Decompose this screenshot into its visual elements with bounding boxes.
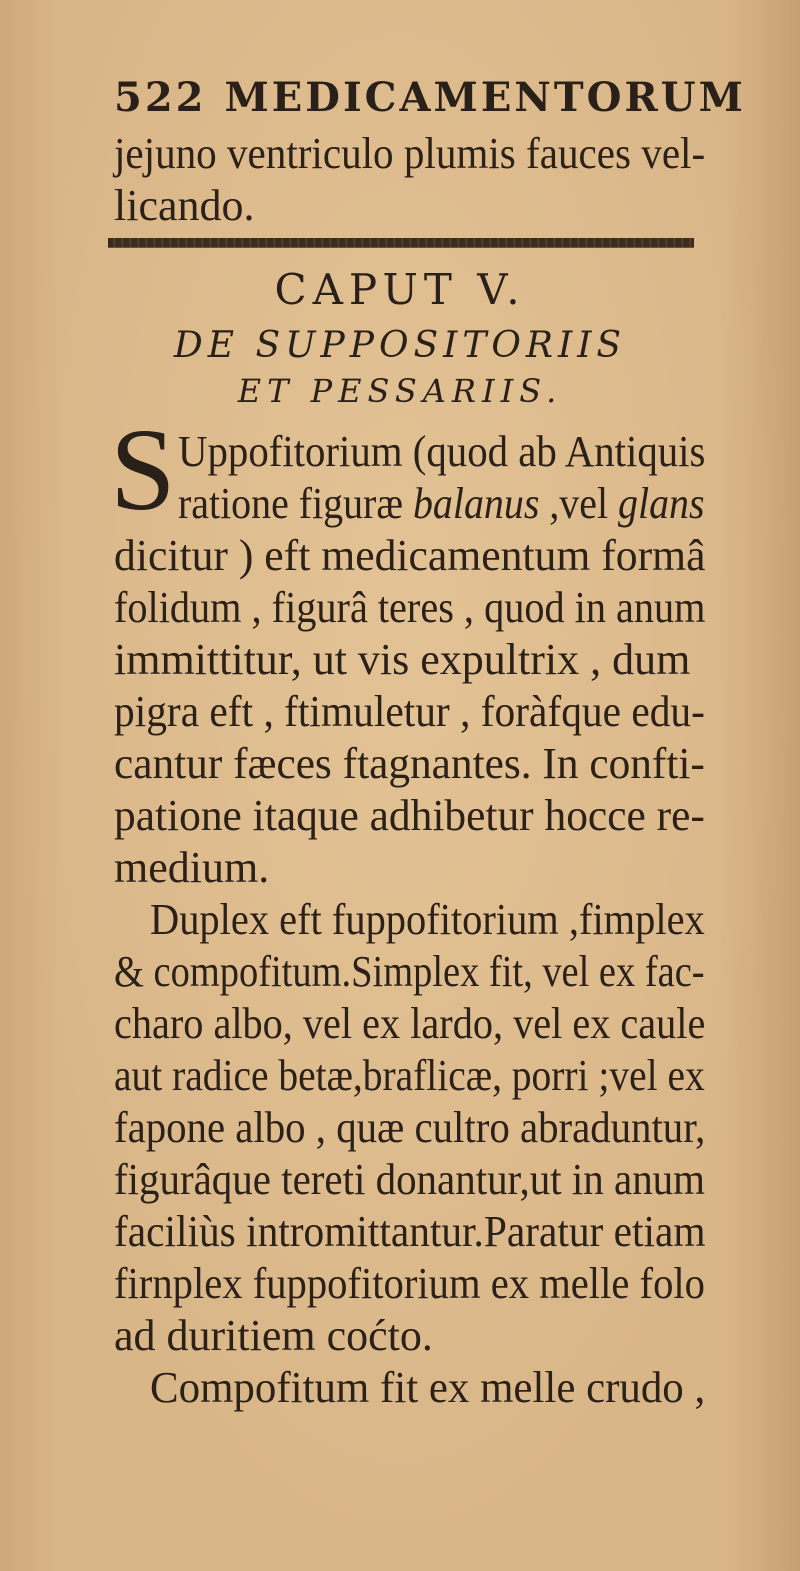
chapter-title: CAPUT V.	[274, 265, 526, 314]
paragraph1-line-5: immittitur, ut vis expultrix , dum	[114, 635, 691, 684]
paragraph1-line-7: cantur fæces ftagnantes. In confti-	[114, 739, 705, 788]
opening-line-2: licando.	[114, 181, 255, 230]
paragraph1-line-6: pigra eft , ftimuletur , foràfque edu-	[114, 687, 705, 736]
running-head-title: MEDICAMENTORUM	[224, 74, 746, 121]
paragraph1-line-8: patione itaque adhibetur hocce re-	[114, 791, 705, 840]
ornamental-rule	[108, 238, 694, 248]
paragraph2-line-9: ad duritiem coćto.	[114, 1311, 433, 1360]
paragraph2-line-2: & compofitum.Simplex fit, vel ex fac-	[114, 947, 705, 996]
drop-cap: S	[110, 404, 176, 535]
paragraph2-line-3: charo albo, vel ex lardo, vel ex caule	[114, 999, 706, 1048]
paragraph2-line-5: fapone albo , quæ cultro abraduntur,	[114, 1103, 706, 1152]
text-run: ratione figuræ	[178, 479, 413, 528]
italic-term-balanus: balanus	[412, 479, 540, 528]
paragraph2-line-4: aut radice betæ,braflicæ, porri ;vel ex	[114, 1051, 705, 1100]
italic-term-glans: glans	[618, 479, 705, 528]
chapter-subtitle-2: ET PESSARIIS.	[237, 372, 563, 410]
paragraph2-line-7: faciliùs intromittantur.Paratur etiam	[114, 1207, 706, 1256]
paragraph2-line-8: firnplex fuppofitorium ex melle folo	[114, 1259, 705, 1308]
opening-line-1: jejuno ventriculo plumis fauces vel-	[114, 129, 706, 178]
paragraph1-line-2	[178, 478, 705, 530]
paragraph1-line-1: Uppofitorium (quod ab Antiquis	[178, 427, 706, 476]
paragraph2-line-1: Duplex eft fuppofitorium ,fimplex	[150, 895, 705, 944]
paragraph3-line-1: Compofitum fit ex melle crudo ,	[150, 1363, 706, 1412]
paragraph1-line-9: medium.	[114, 843, 270, 892]
paragraph1-line-3: dicitur ) eft medicamentum formâ	[114, 531, 706, 580]
paragraph1-line-4: folidum , figurâ teres , quod in anum	[114, 583, 706, 632]
page-number: 522	[114, 74, 207, 121]
chapter-subtitle-1: DE SUPPOSITORIIS	[173, 325, 627, 366]
running-head	[114, 74, 746, 124]
text-run: ,vel	[539, 479, 619, 528]
paragraph2-line-6: figurâque tereti donantur,ut in anum	[114, 1155, 706, 1204]
